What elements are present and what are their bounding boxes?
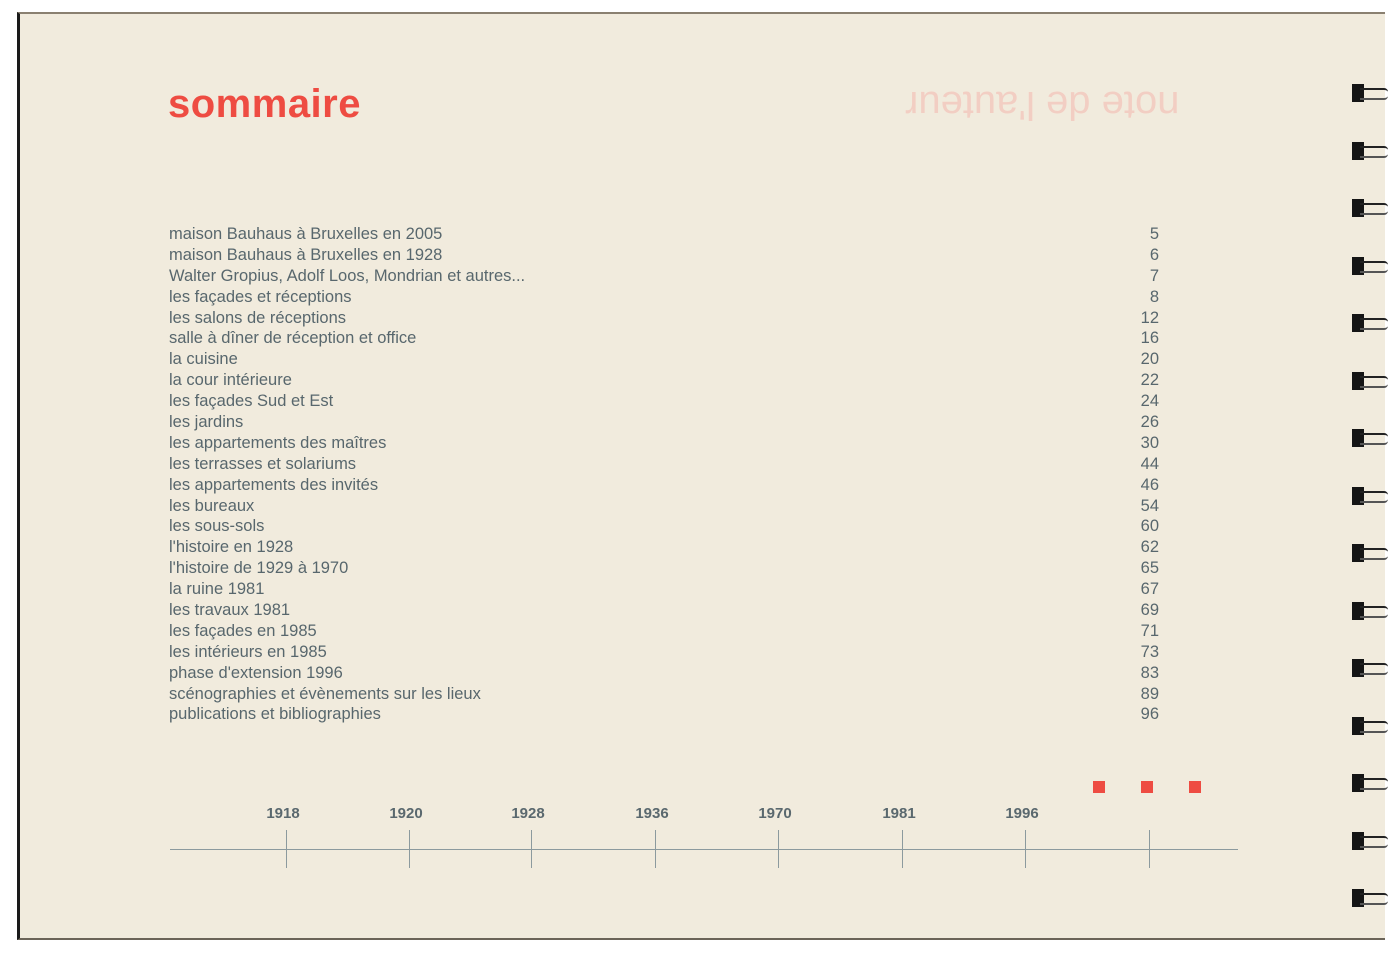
toc-entry — [169, 224, 1159, 245]
toc-entry-page: 73 — [1140, 642, 1159, 661]
toc-entry — [169, 475, 1159, 496]
timeline-year: 1970 — [758, 805, 792, 822]
spiral-ring — [1352, 485, 1390, 507]
spiral-ring — [1352, 772, 1390, 794]
toc-entry-page: 16 — [1140, 329, 1159, 348]
toc-entry — [169, 537, 1159, 558]
toc-entry-page: 22 — [1140, 371, 1159, 390]
spiral-ring — [1352, 657, 1390, 679]
timeline-tick — [1025, 830, 1026, 868]
toc-entry-label: la cour intérieure — [169, 371, 292, 390]
spiral-ring — [1352, 197, 1390, 219]
timeline-tick — [409, 830, 410, 868]
toc-entry — [169, 496, 1159, 517]
red-square-marker — [1141, 781, 1153, 793]
toc-entry — [169, 684, 1159, 705]
toc-entry-label: l'histoire de 1929 à 1970 — [169, 559, 349, 578]
toc-entry-page: 71 — [1140, 621, 1159, 640]
spiral-ring — [1352, 312, 1390, 334]
toc-entry-label: les façades en 1985 — [169, 621, 317, 640]
toc-entry-page: 67 — [1140, 580, 1159, 599]
page-title: sommaire — [168, 82, 361, 126]
toc-entry-label: les bureaux — [169, 496, 255, 515]
toc-entry-page: 69 — [1140, 601, 1159, 620]
toc-entry-page: 12 — [1140, 308, 1159, 327]
spiral-ring — [1352, 887, 1390, 909]
toc-entry-label: scénographies et évènements sur les lieux — [169, 684, 481, 703]
toc-entry — [169, 600, 1159, 621]
toc-entry-page: 60 — [1140, 517, 1159, 536]
toc-entry-label: la cuisine — [169, 350, 238, 369]
timeline-year: 1996 — [1005, 805, 1039, 822]
toc-entry-page: 96 — [1140, 705, 1159, 724]
toc-entry-label: la ruine 1981 — [169, 580, 265, 599]
toc-entry — [169, 558, 1159, 579]
spiral-ring — [1352, 542, 1390, 564]
toc-entry — [169, 642, 1159, 663]
toc-entry — [169, 621, 1159, 642]
toc-entry-page: 65 — [1140, 559, 1159, 578]
toc-entry — [169, 454, 1159, 475]
toc-entry — [169, 433, 1159, 454]
timeline-tick — [1149, 830, 1150, 868]
toc-entry-label: salle à dîner de réception et office — [169, 329, 417, 348]
toc-entry-page: 62 — [1140, 538, 1159, 557]
toc-entry-page: 44 — [1140, 454, 1159, 473]
spiral-ring — [1352, 715, 1390, 737]
toc-entry — [169, 349, 1159, 370]
toc-entry-label: maison Bauhaus à Bruxelles en 1928 — [169, 245, 443, 264]
timeline-year: 1920 — [389, 805, 423, 822]
toc-entry-label: les appartements des maîtres — [169, 433, 387, 452]
timeline-axis — [170, 849, 1238, 850]
toc-entry-label: maison Bauhaus à Bruxelles en 2005 — [169, 225, 443, 243]
toc-entry-label: les terrasses et solariums — [169, 454, 357, 473]
spiral-ring — [1352, 830, 1390, 852]
toc-entry — [169, 266, 1159, 287]
timeline-year: 1928 — [511, 805, 545, 822]
toc-entry — [169, 245, 1159, 266]
toc-entry-page: 6 — [1149, 245, 1159, 264]
show-through-title: note de l'auteur — [905, 83, 1180, 127]
toc-entry-label: les façades et réceptions — [169, 287, 352, 306]
table-of-contents — [169, 224, 1159, 725]
timeline-tick — [286, 830, 287, 868]
toc-entry — [169, 579, 1159, 600]
toc-entry-page: 20 — [1140, 350, 1159, 369]
toc-entry-page: 46 — [1140, 475, 1159, 494]
red-square-marker — [1093, 781, 1105, 793]
toc-entry — [169, 328, 1159, 349]
timeline-tick — [778, 830, 779, 868]
toc-entry-label: les travaux 1981 — [169, 601, 291, 620]
timeline-tick — [902, 830, 903, 868]
spiral-ring — [1352, 600, 1390, 622]
spiral-ring — [1352, 255, 1390, 277]
toc-entry — [169, 308, 1159, 329]
spiral-ring — [1352, 140, 1390, 162]
toc-entry-page: 24 — [1140, 392, 1159, 411]
toc-entry-label: les appartements des invités — [169, 475, 379, 494]
toc-entry-label: les salons de réceptions — [169, 308, 347, 327]
timeline-tick — [655, 830, 656, 868]
toc-entry-page: 8 — [1149, 287, 1159, 306]
toc-entry — [169, 663, 1159, 684]
toc-entry-label: les façades Sud et Est — [169, 392, 334, 411]
toc-entry-page: 54 — [1140, 496, 1159, 515]
toc-entry-page: 89 — [1140, 684, 1159, 703]
toc-entry-label: phase d'extension 1996 — [169, 663, 343, 682]
toc-entry-page: 30 — [1140, 433, 1159, 452]
toc-entry — [169, 370, 1159, 391]
toc-entry-label: l'histoire en 1928 — [169, 538, 294, 557]
spiral-ring — [1352, 82, 1390, 104]
toc-entry-label: les sous-sols — [169, 517, 265, 536]
toc-entry — [169, 412, 1159, 433]
toc-entry-page: 83 — [1140, 663, 1159, 682]
toc-entry — [169, 516, 1159, 537]
toc-entry-label: Walter Gropius, Adolf Loos, Mondrian et autres... — [169, 266, 526, 285]
toc-entry — [169, 704, 1159, 725]
toc-entry-page: 5 — [1149, 225, 1159, 243]
toc-entry-page: 7 — [1149, 266, 1159, 285]
spiral-ring — [1352, 427, 1390, 449]
red-square-marker — [1189, 781, 1201, 793]
timeline-year: 1936 — [635, 805, 669, 822]
toc-entry — [169, 287, 1159, 308]
spiral-ring — [1352, 370, 1390, 392]
timeline-tick — [531, 830, 532, 868]
toc-entry-page: 26 — [1140, 413, 1159, 432]
toc-entry-label: les intérieurs en 1985 — [169, 642, 327, 661]
timeline-year: 1918 — [266, 805, 300, 822]
toc-entry-label: publications et bibliographies — [169, 705, 381, 724]
toc-entry — [169, 391, 1159, 412]
timeline-year: 1981 — [882, 805, 916, 822]
toc-entry-label: les jardins — [169, 413, 244, 432]
